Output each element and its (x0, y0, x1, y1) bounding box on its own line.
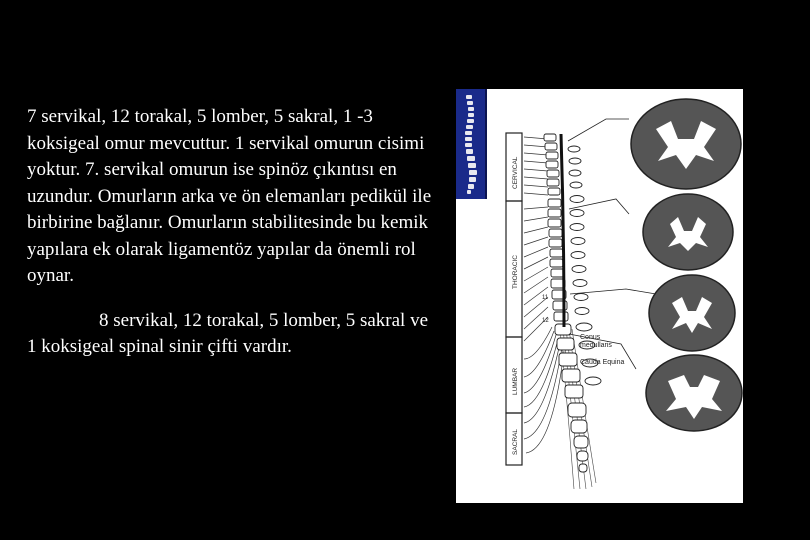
slide-text (27, 104, 442, 361)
cross-section-cervical (631, 99, 741, 189)
label-lumbar: LUMBAR (512, 367, 519, 395)
spine-thumbnail (456, 89, 487, 199)
paragraph-2 (27, 308, 442, 361)
label-conus: Conus (580, 334, 601, 341)
paragraph-1: 7 servikal, 12 torakal, 5 lomber, 5 sakral, 1 -3 koksigeal omur mevcuttur. 1 servikal omurun cisimi yoktur. 7. servikal omurun ise spinöz çıkıntısı en uzundur. Omurların arka ve ön elemanları pedikül ile birbirine bağlanır. Omurların stabilitesinde bu kemik yapılara ek olarak ligamentöz yapılar da önemli rol oynar. (27, 106, 432, 286)
vertebra-number-12: 12 (542, 318, 549, 324)
paragraph-2-text: 8 servikal, 12 torakal, 5 lomber, 5 sakral ve 1 koksigeal spinal sinir çifti vardır. (27, 309, 429, 357)
label-sacral: SACRAL (512, 428, 519, 455)
spine-illustration (456, 89, 743, 503)
label-thoracic: THORACIC (512, 255, 519, 289)
spinal-cord-diagram (456, 89, 743, 503)
vertebra-number-11: 11 (542, 295, 549, 301)
cross-section-sacral (646, 355, 742, 431)
label-medullaris: medullaris (580, 342, 612, 349)
cross-section-thoracic (643, 194, 733, 270)
label-cervical: CERVICAL (512, 156, 519, 189)
spine-thumbnail-icon (456, 89, 485, 199)
label-cauda-equina: Cauda Equina (580, 359, 625, 366)
vertebral-column (544, 134, 588, 472)
cross-section-lumbar (649, 275, 735, 351)
